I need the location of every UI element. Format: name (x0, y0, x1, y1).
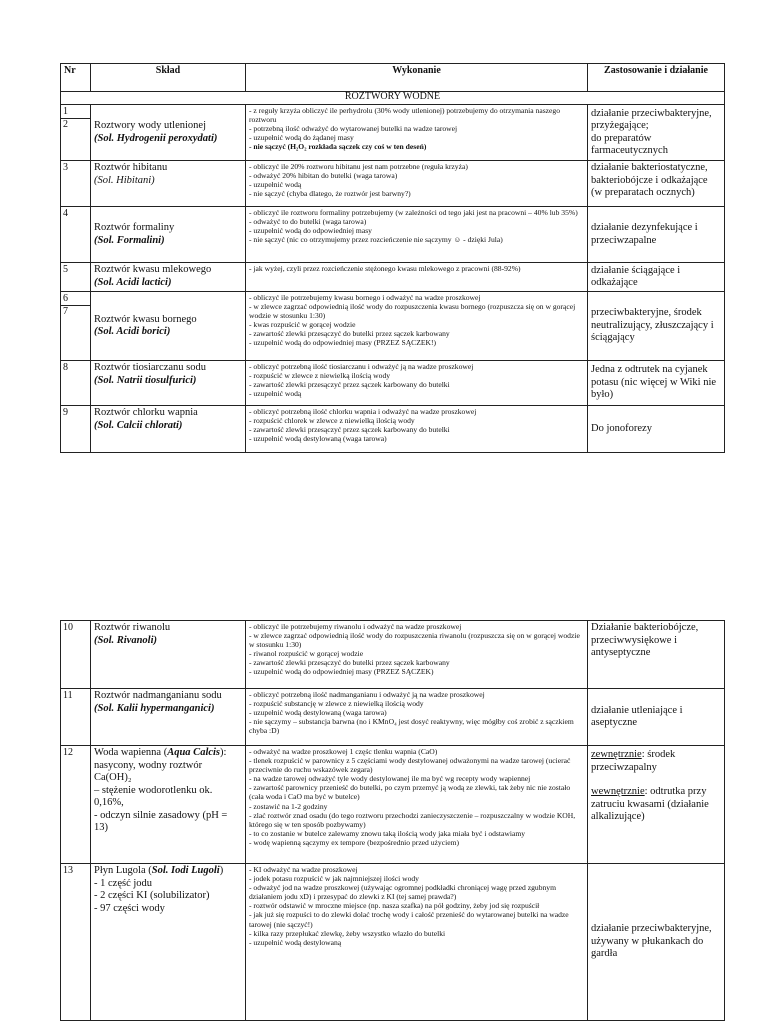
procedure-step: - uzupełnić wodą do odpowiedniej masy (249, 226, 372, 236)
composition-cell (91, 161, 246, 207)
procedure-step: - zawartość zlewki przesączyć przez sączek karbowany do butelki (249, 380, 450, 390)
table-row (61, 263, 725, 292)
procedure-step: - w zlewce zagrzać odpowiednią ilość wody do rozpuszczenia kwasu bornego (rozpuszcza się on w gorącej wodzie w stosunku 1:30) (249, 302, 576, 321)
solution-latin-name: Sol. Iodi Lugoli (151, 865, 220, 876)
procedure-cell (246, 406, 588, 453)
row-number: 13 (61, 864, 91, 1021)
solution-latin-name: (Sol. Natrii tiosulfurici) (94, 374, 197, 386)
procedure-step: - obliczyć potrzebną ilość chlorku wapnia i odważyć na wadze proszkowej (249, 407, 477, 416)
procedure-step: - kwas rozpuścić w gorącej wodzie (249, 320, 356, 330)
procedure-step: - uzupełnić wodą destylowaną (waga tarowa) (249, 434, 387, 444)
usage-cell: Jedna z odtrutek na cyjanek potasu (nic więcej w Wiki nie było) (588, 361, 725, 406)
row-number-a: 1 (63, 106, 68, 117)
procedure-step: - obliczyć ile roztworu formaliny potrzebujemy (w zależności od tego jaki jest na pracowni – 40% lub 35%) (249, 208, 578, 217)
procedure-step: - uzupełnić wodą destylowaną (249, 937, 342, 947)
composition-cell (91, 864, 246, 1021)
usage-cell: działanie przeciwbakteryjne, przyżegające; do preparatów farmaceutycznych (588, 105, 725, 161)
header-sklad: Skład (91, 64, 246, 92)
procedure-step: - zawartość zlewki przesączyć przez sączek karbowany do butelki (249, 425, 450, 435)
row-number-a: 6 (63, 293, 68, 304)
procedure-step: - w zlewce zagrzać odpowiednią ilość wody do rozpuszczenia riwanolu (rozpuszcza się on w gorącej wodzie w stosunku 1:30) (249, 631, 580, 650)
composition-cell (91, 105, 246, 161)
procedure-step: - riwanol rozpuścić w gorącej wodzie (249, 649, 364, 659)
section-row (61, 92, 725, 105)
procedure-step: - obliczyć ile 20% roztworu hibitanu jest nam potrzebne (reguła krzyża) (249, 162, 468, 171)
solution-name: Roztwór tiosiarczanu sodu (94, 362, 206, 373)
composition-cell (91, 689, 246, 746)
solution-name-suffix: ): nasycony, wodny roztwór Ca(OH)₂ (94, 747, 227, 783)
composition-cell (91, 292, 246, 361)
row-number: 4 (61, 207, 91, 263)
procedure-step: - zlać roztwór znad osadu (do tego roztworu przechodzi zanieczyszczenie – rozpuszczalny w wodzie KOH, którego się w ten sposób pozbywamy) (249, 810, 576, 829)
row-number (61, 292, 91, 361)
composition-cell (91, 207, 246, 263)
procedure-cell (246, 621, 588, 689)
procedure-step: - uzupełnić wodą (249, 180, 302, 190)
composition-cell (91, 406, 246, 453)
table-row (61, 161, 725, 207)
header-nr: Nr (61, 64, 91, 92)
procedure-step: - zostawić na 1-2 godziny (249, 801, 328, 811)
composition-cell (91, 746, 246, 864)
procedure-step: - jak już się rozpuści to do zlewki dolać trochę wody i całość przenieść do wytarowanej butelki na wadze tarowej (nie sączyć!) (249, 910, 569, 929)
solution-name: Roztwór kwasu mlekowego (94, 264, 212, 275)
usage-cell: Do jonoforezy (588, 406, 725, 453)
composition-cell (91, 263, 246, 292)
procedure-step: - uzupełnić wodą destylowaną (waga tarowa) (249, 708, 387, 718)
header-wykonanie: Wykonanie (246, 64, 588, 92)
solution-name: Roztwór formaliny (94, 222, 175, 233)
section-title: ROZTWORY WODNE (61, 92, 725, 105)
solution-name: Roztwór riwanolu (94, 622, 171, 633)
table-row (61, 689, 725, 746)
solution-latin-name: (Sol. Rivanoli) (94, 634, 158, 646)
procedure-cell (246, 864, 588, 1021)
usage-external-label: zewnętrznie (591, 749, 642, 760)
procedure-step: - nie sączyć (nic co otrzymujemy przez rozcieńczenie nie sączymy ☺ - dzięki Jula) (249, 235, 503, 245)
usage-cell: działanie przeciwbakteryjne, używany w płukankach do gardła (588, 864, 725, 1021)
procedure-step: - odważyć to do butelki (waga tarowa) (249, 217, 367, 227)
usage-external-text: : środek przeciwzapalny (591, 749, 676, 773)
row-number: 9 (61, 406, 91, 453)
solution-name: Roztwór chlorku wapnia (94, 407, 198, 418)
composition-note: - odczyn silnie zasadowy (pH = 13) (94, 809, 228, 833)
solution-name: Roztwór hibitanu (94, 162, 168, 173)
solution-latin-name: (Sol. Hibitani) (94, 174, 155, 186)
solution-name-prefix: Woda wapienna ( (94, 747, 168, 758)
solution-name: Roztwór nadmanganianu sodu (94, 690, 222, 701)
solution-name-prefix: Płyn Lugola ( (94, 865, 152, 876)
procedure-step: - roztwór odstawić w mroczne miejsce (np. nasza szafka) na pół godziny, żeby jod się rozpuścił (249, 901, 540, 911)
procedure-step: - rozpuścić w zlewce z niewielką ilością wody (249, 371, 391, 381)
procedure-step: - jodek potasu rozpuścić w jak najmniejszej ilości wody (249, 874, 419, 884)
solution-latin-name: (Sol. Kalii hypermanganici) (94, 702, 215, 714)
row-number: 12 (61, 746, 91, 864)
procedure-step: - kilka razy przepłukać zlewkę, żeby wszystko wlazło do butelki (249, 928, 446, 938)
procedure-step: - zawartość zlewki przesączyć do butelki przez sączek karbowany (249, 329, 450, 339)
procedure-cell (246, 361, 588, 406)
usage-cell: działanie utleniające i aseptyczne (588, 689, 725, 746)
row-number: 5 (61, 263, 91, 292)
solution-name (94, 865, 242, 878)
usage-cell: działanie bakteriostatyczne, bakteriobójcze i odkażające (w preparatach ocznych) (588, 161, 725, 207)
procedure-step: - uzupełnić wodą do odpowiedniej masy (PRZEZ SĄCZEK) (249, 667, 434, 677)
table-aqueous-solutions-part1 (60, 63, 725, 453)
usage-internal-label: wewnętrznie (591, 786, 645, 797)
procedure-step: - obliczyć potrzebną ilość nadmanganianu i odważyć ją na wadze proszkowej (249, 690, 485, 699)
procedure-cell (246, 292, 588, 361)
procedure-cell (246, 263, 588, 292)
table-aqueous-solutions-part2 (60, 620, 725, 1021)
procedure-step: - zawartość zlewki przesączyć do butelki przez sączek karbowany (249, 658, 450, 668)
procedure-step: - rozpuścić substancję w zlewce z niewielką ilością wody (249, 699, 424, 709)
procedure-step: - obliczyć ile potrzebujemy kwasu bornego i odważyć na wadze proszkowej (249, 293, 481, 302)
composition-note: - 97 części wody (94, 902, 165, 914)
procedure-step: - nie sączymy – substancja barwna (no i KMnO₄ jest dosyć reaktywny, więc mógłby coś zrobić z sączkiem chyba :D) (249, 717, 574, 736)
header-zastosowanie: Zastosowanie i działanie (588, 64, 725, 92)
table-row (61, 292, 725, 361)
procedure-step: - tlenek rozpuścić w parownicy z 5 częściami wody destylowanej odważonymi na wadze tarowej (ucierać przeciwnie do ruchu wskazówek zegara) (249, 756, 571, 775)
solution-latin-name: (Sol. Hydrogenii peroxydati) (94, 132, 218, 144)
composition-note: - 2 części KI (solubilizator) (94, 890, 210, 901)
row-number-b: 2 (61, 118, 90, 131)
solution-name: Roztwory wody utlenionej (94, 120, 206, 131)
row-number-b: 7 (61, 305, 90, 318)
table-header-row (61, 64, 725, 92)
procedure-step: - zawartość parownicy przenieść do butelki, po czym przemyć ją wodą ze zlewki, tak żeby nic nie zostało (cała woda i CaO ma być w butelce) (249, 783, 571, 802)
solution-latin-name: (Sol. Formalini) (94, 234, 165, 246)
procedure-step: - z reguły krzyża obliczyć ile perhydrolu (30% wody utlenionej) potrzebujemy do otrzymania naszego roztworu (249, 106, 561, 125)
procedure-step: - nie sączyć (chyba dlatego, że roztwór jest barwny?) (249, 189, 411, 199)
composition-cell (91, 361, 246, 406)
row-number (61, 105, 91, 161)
usage-cell (588, 746, 725, 864)
usage-cell: działanie ściągające i odkażające (588, 263, 725, 292)
procedure-cell (246, 105, 588, 161)
table-row (61, 406, 725, 453)
solution-latin-name: (Sol. Acidi borici) (94, 326, 171, 337)
procedure-step: - nie sączyć (H₂O₂ rozkłada sączek czy coś w ten deseń) (249, 142, 427, 152)
solution-name: Roztwór kwasu bornego (94, 313, 197, 325)
procedure-step: - rozpuścić chlorek w zlewce z niewielką ilością wody (249, 416, 415, 426)
usage-cell: przeciwbakteryjne, środek neutralizujący, złuszczający i ściągający (588, 292, 725, 361)
procedure-step: - odważyć jod na wadze proszkowej (używając ogromnej podkładki chroniącej wagę przed zgubnym działaniem jodu xD) i przesypać do zlewki z KI (tej samej prawda?) (249, 883, 557, 902)
solution-latin-name: (Sol. Acidi lactici) (94, 276, 172, 288)
table-row (61, 864, 725, 1021)
procedure-cell (246, 746, 588, 864)
procedure-step: - obliczyć ile potrzebujemy riwanolu i odważyć na wadze proszkowej (249, 622, 462, 631)
solution-latin-name: Aqua Calcis (167, 747, 221, 758)
procedure-step: - obliczyć potrzebną ilość tiosiarczanu i odważyć ją na wadze proszkowej (249, 362, 474, 371)
solution-latin-name: (Sol. Calcii chlorati) (94, 419, 183, 431)
usage-cell: działanie dezynfekujące i przeciwzapalne (588, 207, 725, 263)
procedure-cell (246, 161, 588, 207)
row-number: 11 (61, 689, 91, 746)
procedure-step: - wodę wapienną sączymy ex tempore (bezpośrednio przed użyciem) (249, 837, 460, 847)
procedure-step: - jak wyżej, czyli przez rozcieńczenie stężonego kwasu mlekowego z pracowni (88-92%) (249, 264, 521, 273)
procedure-step: - odważyć na wadze proszkowej 1 częśc tlenku wapnia (CaO) (249, 747, 438, 756)
table-row (61, 746, 725, 864)
composition-note: - 1 część jodu (94, 877, 153, 889)
procedure-step: - potrzebną ilość odważyć do wytarowanej butelki na wadze tarowej (249, 124, 458, 134)
table-row (61, 361, 725, 406)
table-row (61, 105, 725, 161)
solution-name (94, 747, 242, 785)
procedure-step: - odważyć 20% hibitan do butelki (waga tarowa) (249, 171, 398, 181)
row-number: 8 (61, 361, 91, 406)
table-row (61, 207, 725, 263)
usage-external (591, 749, 721, 774)
usage-internal-text: : odtrutka przy zatruciu kwasami (działanie alkalizujące) (591, 786, 709, 822)
usage-cell: Działanie bakteriobójcze, przeciwwysiękowe i antyseptyczne (588, 621, 725, 689)
procedure-step: - uzupełnić wodą do żądanej masy (249, 133, 354, 143)
row-number: 3 (61, 161, 91, 207)
procedure-cell (246, 207, 588, 263)
procedure-step: - to co zostanie w butelce zalewamy znowu taką ilością wody jaka miała być i odstawiamy (249, 828, 526, 838)
procedure-step: - KI odważyć na wadze proszkowej (249, 865, 358, 874)
procedure-step: - na wadze tarowej odważyć tyle wody destylowanej ile ma być wg recepty wody wapiennej (249, 774, 531, 784)
table-row (61, 621, 725, 689)
solution-name-suffix: ) (219, 865, 224, 876)
composition-cell (91, 621, 246, 689)
procedure-cell (246, 689, 588, 746)
procedure-step: - uzupełnić wodą (249, 389, 302, 399)
usage-internal (591, 786, 721, 824)
procedure-step: - uzupełnić wodą do odpowiedniej masy (PRZEZ SĄCZEK!) (249, 338, 437, 348)
composition-note: – stężenie wodorotlenku ok. 0,16%, (94, 784, 213, 808)
row-number: 10 (61, 621, 91, 689)
